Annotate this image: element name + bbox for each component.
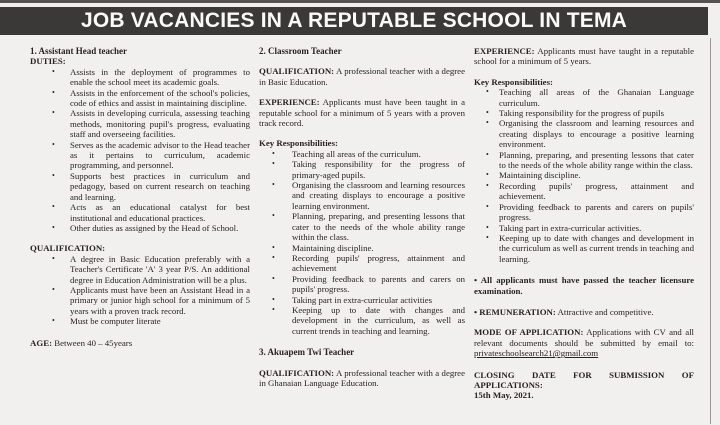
qualification-text: A professional teacher with a degree in Ghanaian Language Education. <box>259 367 465 388</box>
page-edge-line <box>710 38 711 424</box>
experience-label: EXPERIENCE: <box>474 46 535 56</box>
age-line <box>30 338 250 348</box>
qualification-heading: QUALIFICATION: <box>30 243 106 254</box>
remuneration-text: Attractive and competitive. <box>555 306 654 317</box>
list-item: • Taking responsibility for the progress of primary-aged pupils. <box>259 159 465 180</box>
page-title: JOB VACANCIES IN A REPUTABLE SCHOOL IN TEMA <box>80 9 628 32</box>
list-item: • Supports best practices in curriculum and pedagogy, based on current research on teaching and learning. <box>30 171 250 202</box>
experience-paragraph <box>259 97 465 128</box>
list-item: • Assists in the deployment of programmes to enable the school meet its academic goals. <box>30 67 250 88</box>
list-item: • Acts as an educational catalyst for best institutional and educational practices. <box>30 202 250 223</box>
list-item: • Providing feedback to parents and carers on pupils' progress. <box>259 274 465 295</box>
list-item: • Applicants must have been an Assistant Head in a primary or junior high school for a minimum of 5 years with a proven track record. <box>30 285 250 316</box>
age-value: Between 40 – 45years <box>52 337 133 348</box>
list-item: • Other duties as assigned by the Head of School. <box>30 223 250 233</box>
licensure-note: • All applicants must have passed the teacher licensure examination. <box>474 275 694 296</box>
job-title-1: 1. Assistant Head teacher <box>30 46 127 56</box>
job-title-3: 3. Akuapem Twi Teacher <box>259 347 355 358</box>
experience-label: EXPERIENCE: <box>259 97 320 108</box>
list-item: • Maintaining discipline. <box>259 243 465 253</box>
list-item: • Taking responsibility for the progress of pupils <box>474 108 694 118</box>
list-item: • Maintaining discipline. <box>474 170 694 180</box>
responsibilities-list <box>474 87 694 264</box>
list-item: • Serves as the academic advisor to the Head teacher as it pertains to curriculum, academic programming, and personnel. <box>30 140 250 171</box>
list-item: • Recording pupils' progress, attainment and achievement <box>259 253 465 274</box>
qualification-paragraph <box>259 66 465 87</box>
list-item: • A degree in Basic Education preferably with a Teacher's Certificate 'A' 3 year P/S. An additional degree in Education Administration will be a plus. <box>30 254 250 285</box>
list-item: • Organising the classroom and learning resources and creating displays to encourage a positive learning environment. <box>259 180 465 211</box>
list-item: • Providing feedback to parents and carers on pupils' progress. <box>474 202 694 223</box>
qualification-paragraph <box>259 368 465 389</box>
list-item: • Must be computer literate <box>30 316 250 326</box>
list-item: • Recording pupils' progress, attainment and achievement. <box>474 181 694 202</box>
list-item: • Keeping up to date with changes and development in the curriculum as well as current trends in teaching and learning. <box>474 233 694 264</box>
list-item: • Taking part in extra-curricular activities <box>259 295 465 305</box>
experience-paragraph <box>474 46 694 67</box>
list-item: • Organising the classroom and learning resources and creating displays to encourage a positive learning environment. <box>474 118 694 149</box>
job-title-2: 2. Classroom Teacher <box>259 46 342 56</box>
list-item: • Keeping up to date with changes and development in the curriculum, as well as current trends in teaching and learning. <box>259 305 465 336</box>
title-bar <box>0 7 708 35</box>
list-item: • Taking part in extra-curricular activities. <box>474 223 694 233</box>
qualification-label: QUALIFICATION: <box>259 367 335 378</box>
key-responsibilities-heading: Key Responsibilities: <box>259 138 338 149</box>
list-item: • Assists in developing curricula, assessing teaching methods, monitoring pupil's progress, evaluating staff and overseeing facilities. <box>30 108 250 139</box>
closing-date-label: CLOSING DATE FOR SUBMISSION OF APPLICATIONS: <box>474 369 694 390</box>
experience-text: Applicants must have been taught in a reputable school for a minimum of 5 years with a proven track record. <box>259 97 465 129</box>
column-3 <box>474 46 694 401</box>
experience-text: Applicants must have taught in a reputable school for a minimum of 5 years. <box>474 46 694 67</box>
list-item: • Planning, preparing, and presenting lessons that cater to the needs of the whole ability range within the class. <box>474 150 694 171</box>
key-responsibilities-heading: Key Responsibilities: <box>474 76 553 87</box>
qualification-label: QUALIFICATION: <box>259 66 335 77</box>
remuneration-line <box>474 307 694 317</box>
mode-of-application-paragraph <box>474 327 694 358</box>
closing-date-value: 15th May, 2021. <box>474 390 534 401</box>
list-item: • Teaching all areas of the Ghanaian Language curriculum. <box>474 87 694 108</box>
list-item: • Assists in the enforcement of the school's policies, code of ethics and assist in maintaining discipline. <box>30 88 250 109</box>
mode-text: Applications with CV and all relevant documents should be submitted by email to: <box>474 327 694 348</box>
responsibilities-list <box>259 149 465 336</box>
document-body <box>30 46 694 401</box>
scan-edge-strip <box>0 0 720 3</box>
duties-list <box>30 67 250 234</box>
remuneration-label: • REMUNERATION: <box>474 306 556 317</box>
duties-heading: DUTIES: <box>30 56 66 67</box>
column-1 <box>30 46 250 401</box>
age-label: AGE: <box>30 337 52 348</box>
column-2 <box>259 46 465 401</box>
email-link[interactable]: privateschoolsearch21@gmail.com <box>474 348 599 359</box>
list-item: • Planning, preparing, and presenting lessons that cater to the needs of the whole ability range within the class. <box>259 211 465 242</box>
qualification-list <box>30 254 250 327</box>
mode-label: MODE OF APPLICATION: <box>474 327 584 338</box>
list-item: • Teaching all areas of the curriculum. <box>259 149 465 159</box>
qualification-text: A professional teacher with a degree in Basic Education. <box>259 66 465 87</box>
